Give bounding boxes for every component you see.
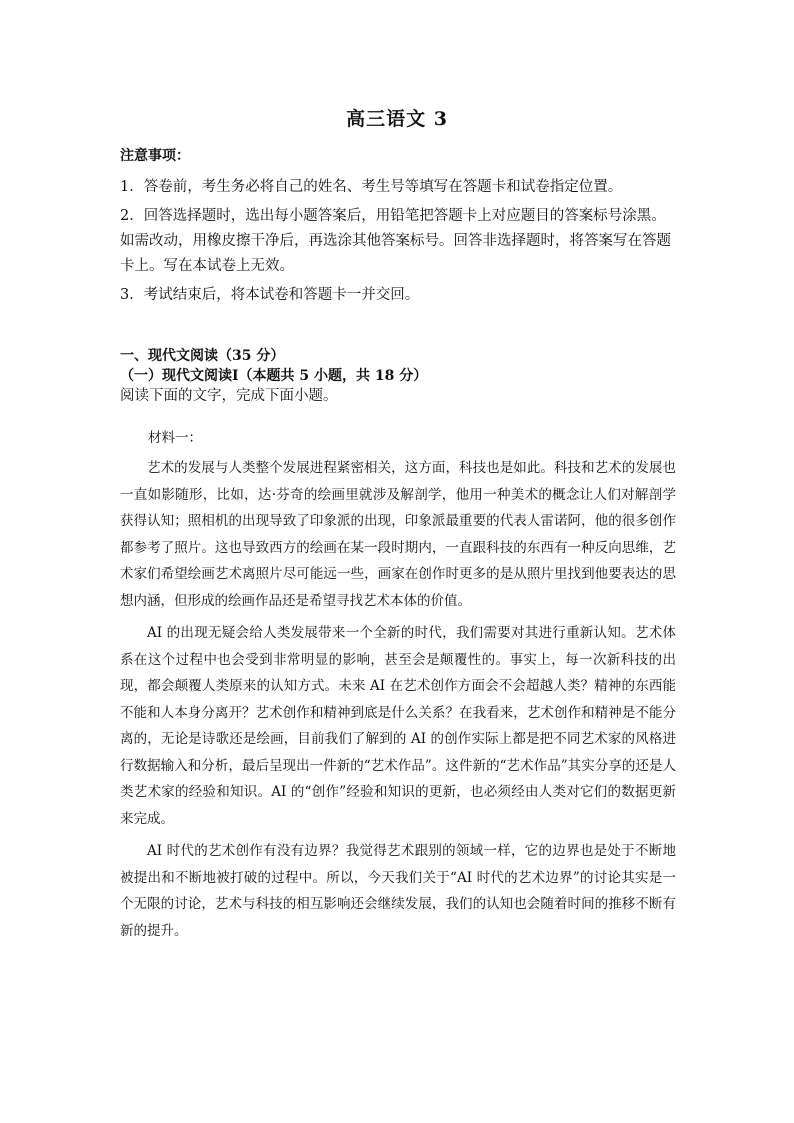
- material-paragraph: AI 时代的艺术创作有没有边界？我觉得艺术跟别的领域一样，它的边界也是处于不断地被提出和不断地被打破的过程中。所以，今天我们关于“AI 时代的艺术边界”的讨论其实是一个无限的讨论，艺术与科技的相互影响还会继续发展，我们的认知也会随着时间的推移不断有新的提升。: [120, 843, 676, 939]
- material-paragraph: 艺术的发展与人类整个发展进程紧密相关，这方面，科技也是如此。科技和艺术的发展也一直如影随形，比如，达·芬奇的绘画里就涉及解剖学，他用一种美术的概念让人们对解剖学获得认知；照相机的出现导致了印象派的出现，印象派最重要的代表人雷诺阿，他的很多创作都参考了照片。这也导致西方的绘画在某一段时期内，一直跟科技的东西有一种反向思维，艺术家们希望绘画艺术离照片尽可能远一些，画家在创作时更多的是从照片里找到他要表达的思想内涵，但形成的绘画作品还是希望寻找艺术本体的价值。: [120, 460, 676, 609]
- section-instruction: 阅读下面的文字，完成下面小题。: [120, 388, 338, 404]
- section-heading: 一、现代文阅读（35 分）: [120, 348, 285, 364]
- notes-item: 2．回答选择题时，选出每小题答案后，用铅笔把答题卡上对应题目的答案标号涂黑。如需改动，用橡皮擦干净后，再选涂其他答案标号。回答非选择题时，将答案写在答题卡上。写在本试卷上无效。: [120, 208, 671, 274]
- material-paragraph: AI 的出现无疑会给人类发展带来一个全新的时代，我们需要对其进行重新认知。艺术体系在这个过程中也会受到非常明显的影响，甚至会是颠覆性的。事实上，每一次新科技的出现，都会颠覆人类原来的认知方式。未来 AI 在艺术创作方面会不会超越人类？精神的东西能不能和人本身分离开？艺术创作和精神到底是什么关系？在我看来，艺术创作和精神是不能分离的，无论是诗歌还是绘画，目前我们了解到的 AI 的创作实际上都是把不同艺术家的风格进行数据输入和分析，最后呈现出一件新的“艺术作品”。这件新的“艺术作品”其实分享的还是人类艺术家的经验和知识。AI 的“创作”经验和知识的更新，也必须经由人类对它们的数据更新来完成。: [120, 625, 676, 827]
- notes-list: [120, 175, 676, 312]
- notes-item: 1．答卷前，考生务必将自己的姓名、考生号等填写在答题卡和试卷指定位置。: [120, 179, 623, 195]
- material-label: 材料一：: [148, 430, 202, 446]
- material-body: [120, 455, 676, 950]
- page-title: 高三语文 3: [346, 108, 448, 130]
- section-subheading: （一）现代文阅读Ⅰ（本题共 5 小题，共 18 分）: [120, 368, 428, 384]
- section-header: [120, 346, 676, 406]
- notes-heading: 注意事项：: [120, 148, 190, 164]
- notes-item: 3．考试结束后，将本试卷和答题卡一并交回。: [120, 287, 420, 303]
